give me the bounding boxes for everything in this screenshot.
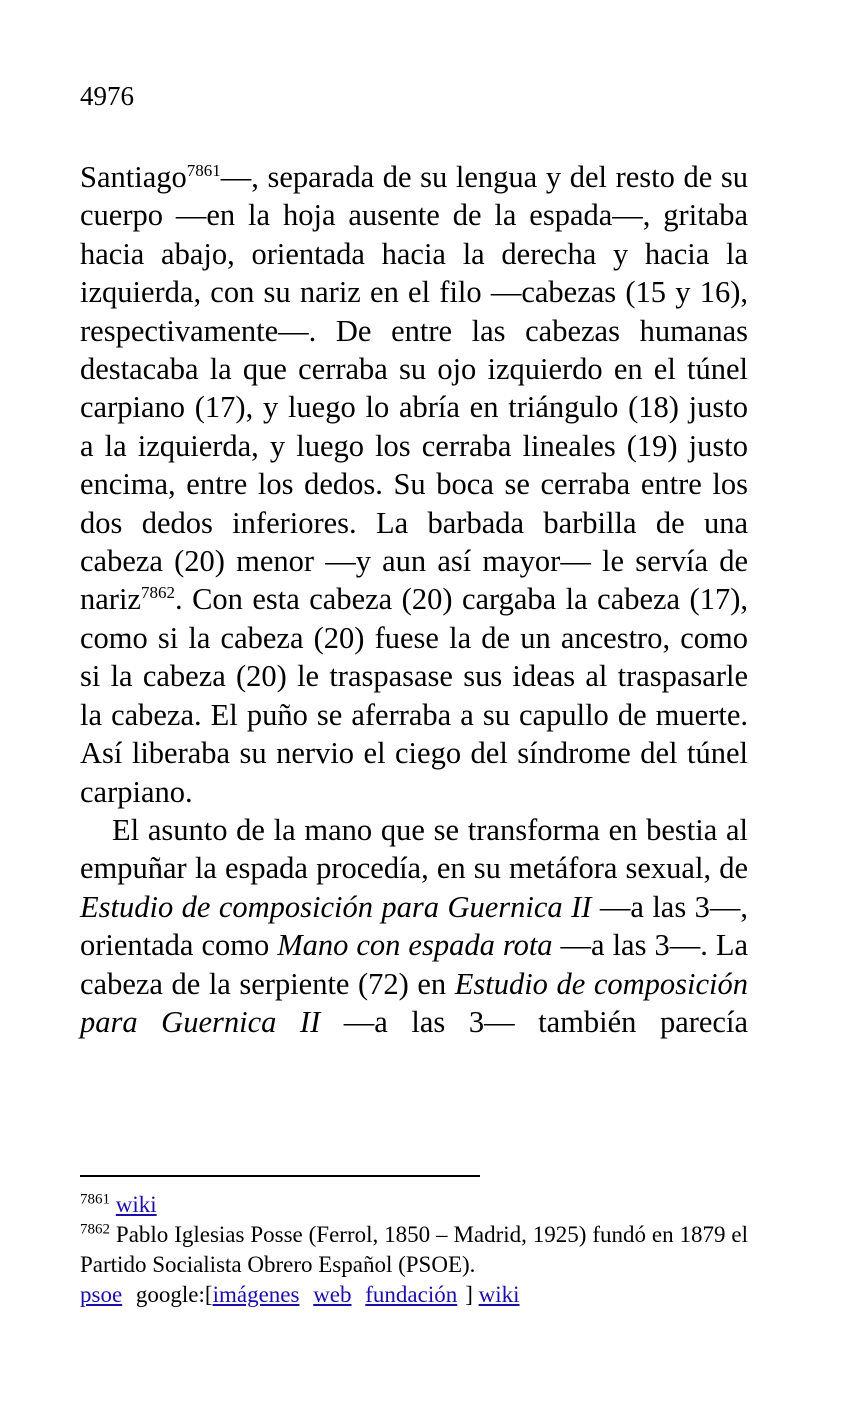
imagenes-link[interactable]: imágenes — [212, 1282, 300, 1307]
body-text — [80, 158, 748, 1041]
paragraph-2-text-b: —a las 3—, orientada como — [80, 889, 748, 963]
wiki-link[interactable]: wiki — [478, 1282, 520, 1307]
footnote-ref-7861: 7861 — [186, 160, 221, 180]
footnote-text: Pablo Iglesias Posse (Ferrol, 1850 – Madrid, 1925) fundó en 1879 el Partido Socialista Obrero Español (PSOE). — [80, 1222, 748, 1277]
artwork-title: Mano con espada rota — [277, 928, 553, 963]
paragraph-1-text-b: —, separada de su lengua y del resto de su cuerpo —en la hoja ausente de la espada—, gritaba hacia abajo, orientada hacia la derecha y hacia la izquierda, con su nariz en el filo —cabezas (15 y 16), respectivamente—. De entre las cabezas humanas destacaba la que cerraba su ojo izquierdo en el túnel carpiano (17), y luego lo abría en triángulo (18) justo a la izquierda, y luego los cerraba lineales (19) justo encima, entre los dedos. Su boca se cerraba entre los dos dedos inferiores. La barbada barbilla de una cabeza (20) menor —y aun así mayor— le servía de nariz — [80, 160, 748, 617]
footnote-number: 7861 — [80, 1191, 110, 1208]
paragraph-2-text-a: El asunto de la mano que se transforma en bestia al empuñar la espada procedía, en su metáfora sexual, de — [80, 812, 748, 886]
footnote-links — [80, 1280, 748, 1310]
google-prefix: google:[ — [135, 1282, 213, 1307]
psoe-link[interactable]: psoe — [80, 1282, 123, 1307]
wiki-link[interactable]: wiki — [115, 1192, 157, 1217]
footnote-7861 — [80, 1190, 748, 1220]
paragraph-1-text-c: . Con esta cabeza (20) cargaba la cabeza (17), como si la cabeza (20) fuese la de un ancestro, como si la cabeza (20) le traspasase sus ideas al traspasarle la cabeza. El puño se aferraba a su capullo de muerte. Así liberaba su nervio el ciego del síndrome del túnel carpiano. — [80, 582, 748, 809]
footnote-number: 7862 — [80, 1221, 110, 1238]
paragraph-2-text-d: —a las 3— también parecía — [320, 1004, 748, 1039]
artwork-title: Estudio de composición para Guernica II — [80, 966, 748, 1039]
footnote-ref-7862: 7862 — [140, 583, 175, 603]
footnote-separator — [80, 1175, 480, 1177]
footnotes — [80, 1190, 748, 1310]
page-number: 4976 — [80, 81, 134, 111]
paragraph-2 — [80, 811, 748, 1041]
paragraph-1-text-a: Santiago — [80, 160, 187, 194]
web-link[interactable]: web — [313, 1282, 352, 1307]
footnote-7862 — [80, 1220, 748, 1280]
fundacion-link[interactable]: fundación — [365, 1282, 458, 1307]
paragraph-2-text-c: —a las 3—. La cabeza de la serpiente (72) en — [80, 928, 749, 1001]
google-suffix: ] — [465, 1282, 473, 1307]
artwork-title: Estudio de composición para Guernica II — [80, 889, 592, 924]
paragraph-1 — [80, 158, 748, 811]
